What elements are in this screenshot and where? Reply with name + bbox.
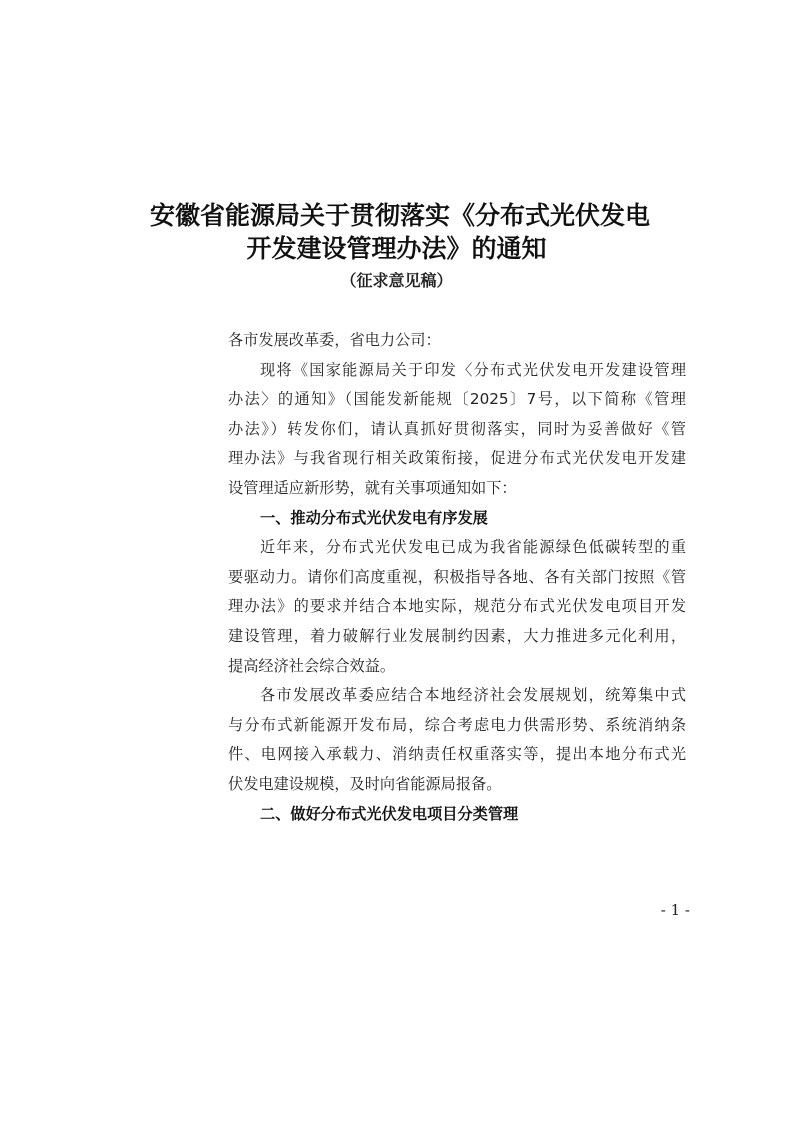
section-heading-2: 二、做好分布式光伏发电项目分类管理 <box>260 804 519 823</box>
paragraph-1-line-3: 办法》）转发你们，请认真抓好贯彻落实，同时为妥善做好《管 <box>228 419 686 438</box>
paragraph-3-line-1: 各市发展改革委应结合本地经济社会发展规划，统筹集中式 <box>260 686 686 705</box>
document-subtitle: （征求意见稿） <box>340 271 453 290</box>
paragraph-2-line-2: 要驱动力。请你们高度重视，积极指导各地、各有关部门按照《管 <box>228 567 686 586</box>
salutation: 各市发展改革委，省电力公司： <box>228 331 441 349</box>
section-heading-1: 一、推动分布式光伏发电有序发展 <box>260 508 488 527</box>
paragraph-2-line-3: 理办法》的要求并结合本地实际，规范分布式光伏发电项目开发 <box>228 597 686 616</box>
paragraph-3-line-2: 与分布式新能源开发布局，综合考虑电力供需形势、系统消纳条 <box>228 715 686 734</box>
paragraph-3-line-3: 件、电网接入承载力、消纳责任权重落实等，提出本地分布式光 <box>228 745 686 764</box>
page-number: - 1 - <box>660 901 690 919</box>
paragraph-2-line-5: 提高经济社会综合效益。 <box>228 656 396 675</box>
paragraph-1-line-5: 设管理适应新形势，就有关事项通知如下： <box>228 478 517 497</box>
paragraph-1-line-2: 办法〉的通知》（国能发新能规〔2025〕7号，以下简称《管理 <box>228 390 686 409</box>
document-title-line-2: 开发建设管理办法》的通知 <box>246 234 547 263</box>
paragraph-2-line-1: 近年来，分布式光伏发电已成为我省能源绿色低碳转型的重 <box>260 538 686 557</box>
paragraph-1-line-1: 现将《国家能源局关于印发〈分布式光伏发电开发建设管理 <box>260 360 686 379</box>
paragraph-1-line-4: 理办法》与我省现行相关政策衔接，促进分布式光伏发电开发建 <box>228 449 686 468</box>
paragraph-2-line-4: 建设管理，着力破解行业发展制约因素，大力推进多元化利用， <box>228 626 686 645</box>
document-title-line-1: 安徽省能源局关于贯彻落实《分布式光伏发电 <box>150 201 651 230</box>
paragraph-3-line-4: 伏发电建设规模，及时向省能源局报备。 <box>228 774 502 793</box>
document-body <box>228 326 686 829</box>
